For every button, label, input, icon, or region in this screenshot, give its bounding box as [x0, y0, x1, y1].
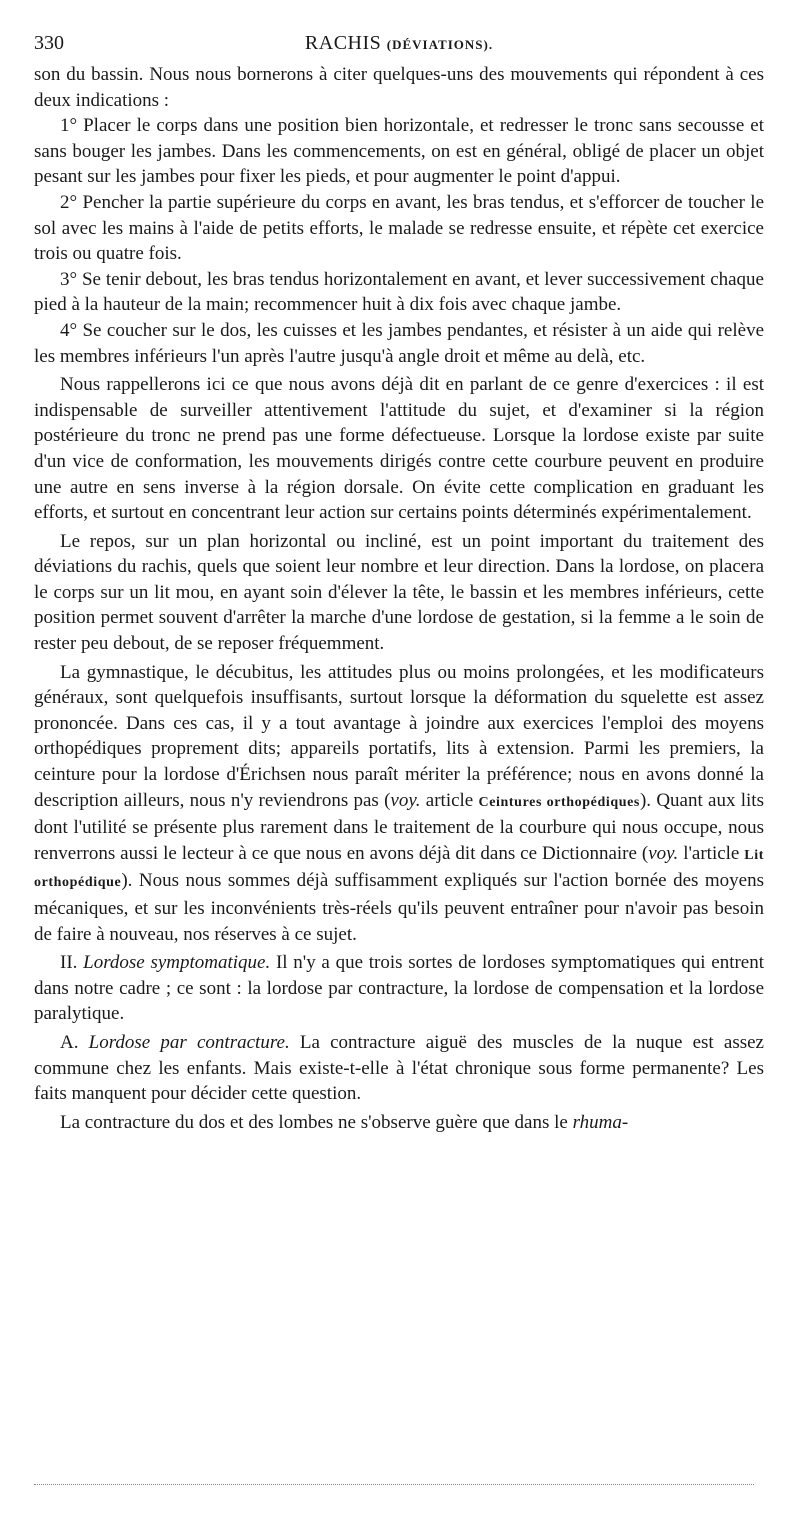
document-page — [34, 26, 764, 1135]
paragraph-item-4: 4° Se coucher sur le dos, les cuisses et les jambes pendantes, et résister à un aide qui relève les membres inférieurs l'un après l'autre jusqu'à angle droit et même au delà, etc. — [34, 319, 764, 367]
paragraph-contracture-lordosis — [34, 1030, 764, 1107]
paragraph-item-3: 3° Se tenir debout, les bras tendus horizontalement en avant, et lever successivement chaque pied à la hauteur de la main; recommencer huit à dix fois avec chaque jambe. — [34, 268, 764, 316]
paragraph-rest: Le repos, sur un plan horizontal ou incliné, est un point important du traitement des déviations du rachis, quels que soient leur nombre et leur direction. Dans la lordose, on placera le corps sur un lit mou, en ayant soin d'élever la tête, le bassin et les membres inférieurs, cette position permet souvent d'arrêter la marche d'une lordose de gestation, si la femme a le soin de rester peu debout, de se reposer fréquemment. — [34, 530, 764, 655]
cross-reference-ceintures: Ceintures orthopédiques — [478, 794, 640, 810]
subsection-letter: A. — [60, 1031, 89, 1053]
voy-reference: voy. — [648, 842, 679, 864]
text-segment: Il n'y a que trois sortes de lordoses symptomatiques qui entrent dans notre cadre ; ce sont : la lordose par contracture, la lordose de compensation et la lordose paralytique. — [34, 952, 765, 1025]
paragraph-continuation: son du bassin. Nous nous bornerons à citer quelques-uns des mouvements qui répondent à ces deux indications : — [34, 64, 764, 111]
page-number: 330 — [34, 32, 64, 54]
page-header — [34, 26, 764, 62]
section-number: II. — [60, 952, 84, 974]
running-head-subtitle: (DÉVIATIONS). — [386, 37, 494, 52]
paragraph-orthopedic-means — [34, 660, 764, 948]
footer-rule — [34, 1484, 754, 1485]
paragraph-symptomatic-lordosis — [34, 950, 764, 1027]
cross-reference-lit: Lit orthopédique — [34, 847, 764, 891]
text-segment: La gymnastique, le décubitus, les attitudes plus ou moins prolongées, et les modificateurs généraux, sont quelquefois insuffisants, surtout lorsque la déformation du squelette est assez prononcée. Dans ces cas, il y a tout avantage à joindre aux exercices l'emploi des moyens orthopédiques proprement dits; appareils portatifs, lits à extension. Parmi les premiers, la ceinture pour la lordose d'Érichsen nous paraît mériter la préférence; nous en avons donné la description ailleurs, nous n'y reviendrons pas ( — [34, 661, 764, 811]
subsection-title: Lordose par contracture. — [88, 1031, 290, 1053]
voy-reference: voy. — [390, 789, 421, 811]
text-segment-italic: rhuma- — [572, 1111, 629, 1133]
text-segment: l'article — [678, 842, 745, 864]
section-title: Lordose symptomatique. — [83, 952, 271, 974]
running-head-title: RACHIS — [304, 32, 382, 54]
text-segment: La contracture aiguë des muscles de la nuque est assez commune chez les enfants. Mais existe-t-elle à l'état chronique sous forme permanente? Les faits manquent pour décider cette question. — [34, 1031, 764, 1105]
text-segment: article — [420, 789, 479, 811]
running-head — [34, 32, 764, 55]
text-segment: ). Quant aux lits dont l'utilité se présente plus rarement dans le traitement de la courbure qui nous occupe, nous renverrons aussi le lecteur à ce que nous en avons déjà dit dans ce Dictionnaire ( — [34, 789, 764, 864]
text-segment: La contracture du dos et des lombes ne s'observe guère que dans le — [60, 1111, 573, 1133]
paragraph-item-1: 1° Placer le corps dans une position bien horizontale, et redresser le tronc sans secousse et sans bouger les jambes. Dans les commencements, on est en général, obligé de placer un objet pesant sur les jambes pour fixer les pieds, et pour augmenter le point d'appui. — [34, 115, 764, 188]
body-text — [34, 62, 764, 1135]
text-segment: ). Nous nous sommes déjà suffisamment expliqués sur l'action bornée des moyens mécaniques, et sur les inconvénients très-réels qu'ils peuvent entraîner pour n'avoir pas besoin de faire à nouveau, nos réserves à ce sujet. — [34, 870, 764, 945]
paragraph-exercise-caution: Nous rappellerons ici ce que nous avons déjà dit en parlant de ce genre d'exercices : il est indispensable de surveiller attentivement l'attitude du sujet, et d'examiner si la région postérieure du tronc ne prend pas une forme défectueuse. Lorsque la lordose existe par suite d'un vice de conformation, les mouvements dirigés contre cette courbure peuvent en produire une autre en sens inverse à la région dorsale. On évite cette complication en graduant les efforts, et surtout en concentrant leur action sur certains points déterminés expérimentalement. — [34, 374, 764, 524]
paragraph-back-contracture — [34, 1110, 764, 1136]
paragraph-item-2: 2° Pencher la partie supérieure du corps en avant, les bras tendus, et s'efforcer de toucher le sol avec les mains à l'aide de petits efforts, le malade se redresse ensuite, et répète cet exercice trois ou quatre fois. — [34, 191, 764, 265]
